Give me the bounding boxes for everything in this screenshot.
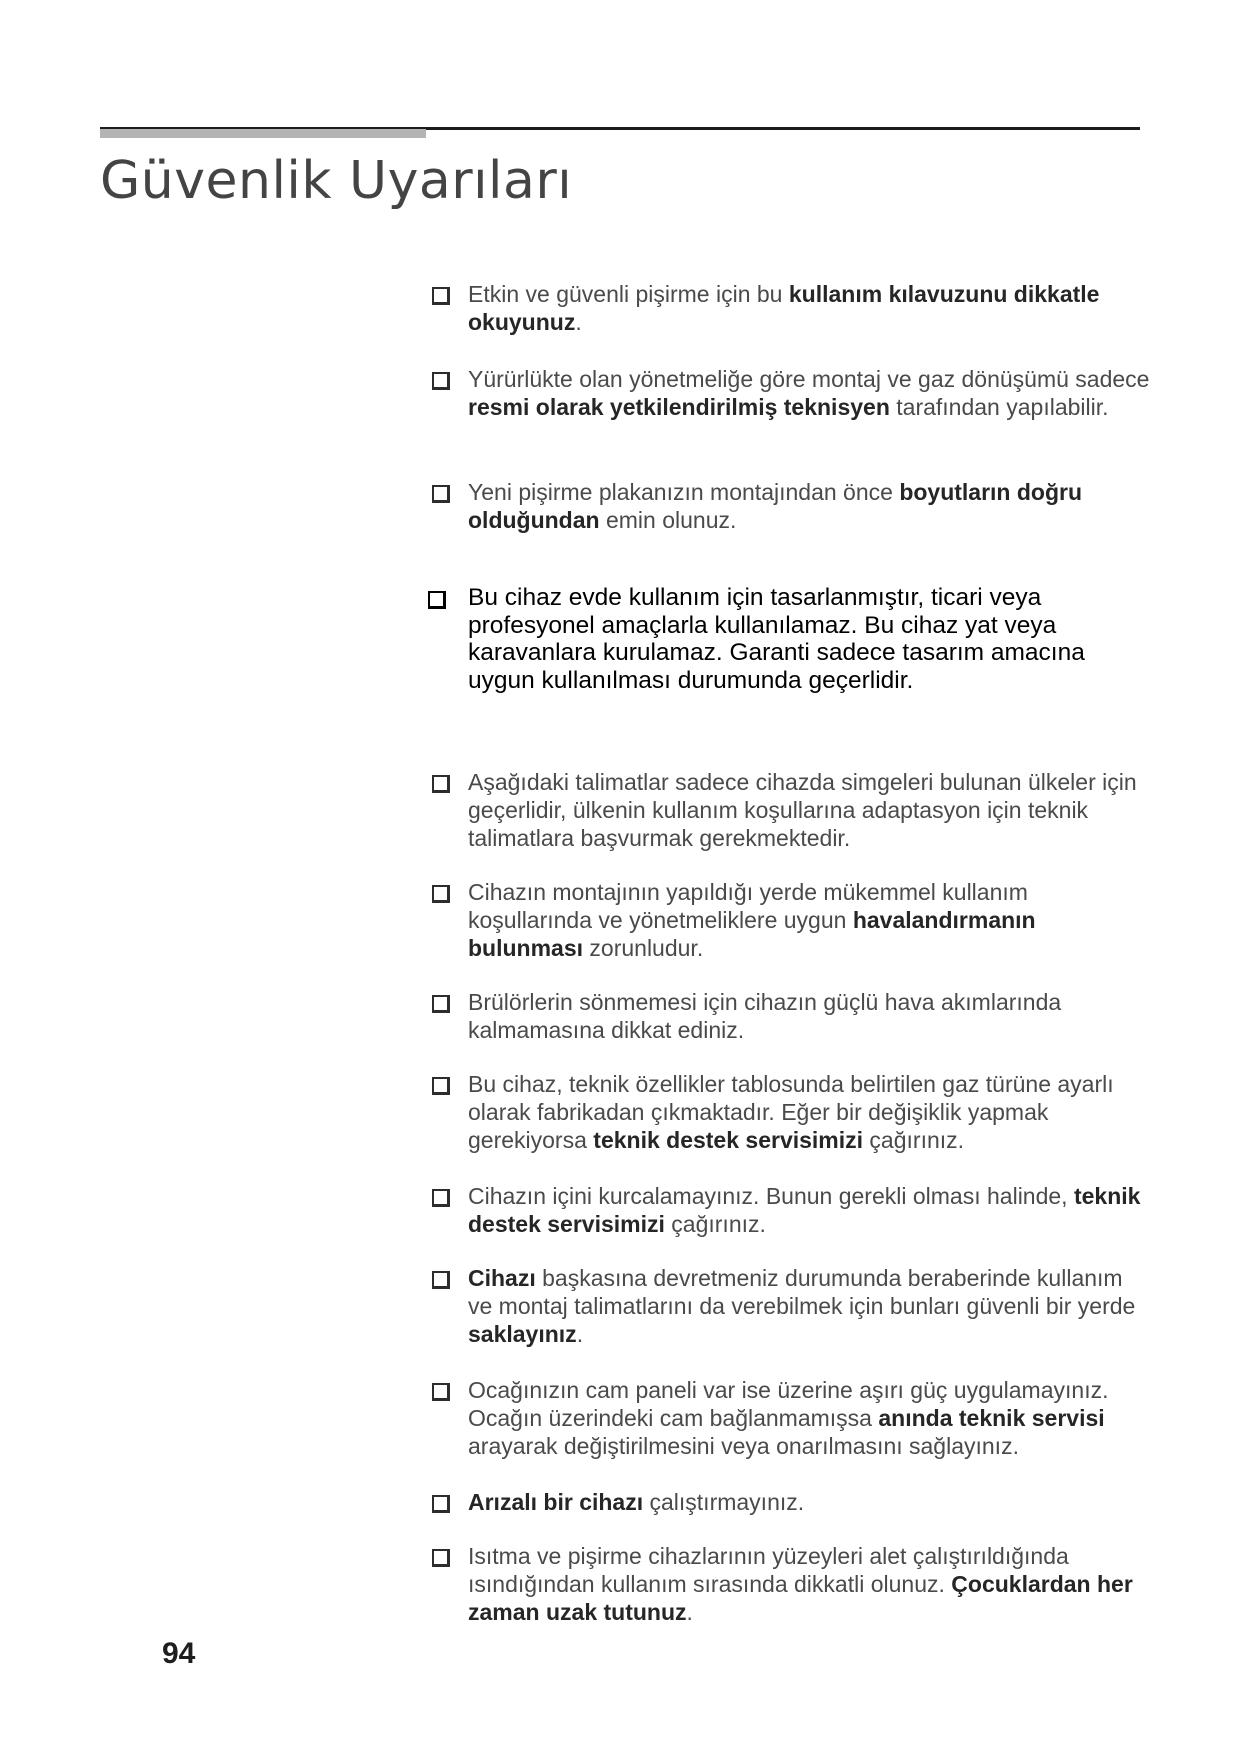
- list-item-text: [468, 1377, 1108, 1459]
- list-item: [430, 280, 1150, 336]
- emphasis-text: Cihazı: [468, 1265, 536, 1291]
- body-text: Isıtma ve pişirme cihazlarının yüzeyleri alet çalıştırıldığında ısındığından kullanım sırasında dikkatli olunuz.: [468, 1543, 1069, 1597]
- list-item: [430, 1376, 1150, 1460]
- list-item-text: [468, 281, 1099, 335]
- list-item: [430, 768, 1150, 852]
- list-item-text: [468, 879, 1036, 961]
- body-text: Ocağınızın cam paneli var ise üzerine aşırı güç uygulamayınız. Ocağın üzerindeki cam bağlanmamışsa: [468, 1377, 1109, 1431]
- body-text: Bu cihaz, teknik özellikler tablosunda belirtilen gaz türüne ayarlı olarak fabrikadan çıkmaktadır. Eğer bir değişiklik yapmak gerekiyorsa: [468, 1071, 1114, 1153]
- body-text: Bu cihaz evde kullanım için tasarlanmıştır, ticari veya profesyonel amaçlarla kullanılamaz. Bu cihaz yat veya karavanlara kurulamaz. Garanti sadece tasarım amacına uygun kullanılması durumunda geçerlidir.: [468, 584, 1085, 694]
- list-item: [430, 1542, 1150, 1626]
- body-text: çağırınız.: [863, 1127, 965, 1153]
- checkbox-icon: [428, 591, 446, 609]
- body-text: .: [575, 309, 582, 335]
- checkbox-icon: [432, 995, 450, 1013]
- list-item: [430, 478, 1150, 534]
- checkbox-icon: [432, 1271, 450, 1289]
- checkbox-icon: [432, 1077, 450, 1095]
- list-item-text: [468, 769, 1137, 851]
- page-title: Güvenlik Uyarıları: [100, 151, 573, 211]
- header-rule-accent: [100, 129, 426, 138]
- body-text: emin olunuz.: [599, 507, 737, 533]
- page-number: 94: [162, 1637, 196, 1670]
- checkbox-icon: [432, 287, 450, 305]
- emphasis-text: Arızalı bir cihazı: [468, 1489, 644, 1515]
- list-item: [430, 1264, 1150, 1348]
- body-text: zorunludur.: [583, 935, 704, 961]
- checkbox-icon: [432, 485, 450, 503]
- emphasis-text: teknik destek servisimizi: [468, 1183, 1141, 1237]
- emphasis-text: teknik destek servisimizi: [593, 1127, 864, 1153]
- list-item: [430, 878, 1150, 962]
- checkbox-icon: [432, 775, 450, 793]
- list-item-text: [468, 1071, 1114, 1153]
- checkbox-icon: [432, 1549, 450, 1567]
- list-item-text: [468, 479, 1082, 533]
- emphasis-text: saklayınız: [468, 1321, 577, 1347]
- body-text: Yeni pişirme plakanızın montajından önce: [468, 479, 900, 505]
- checkbox-icon: [432, 372, 450, 390]
- list-item-text: [468, 989, 1061, 1043]
- body-text: Yürürlükte olan yönetmeliğe göre montaj ve gaz dönüşümü sadece: [468, 366, 1150, 392]
- body-text: Cihazın içini kurcalamayınız. Bunun gerekli olması halinde,: [468, 1183, 1074, 1209]
- list-item: [430, 1182, 1150, 1238]
- list-item: [430, 1070, 1150, 1154]
- list-item-text: [468, 1183, 1140, 1237]
- emphasis-text: kullanım kılavuzunu dikkatle okuyunuz: [468, 281, 1100, 335]
- checkbox-icon: [432, 1495, 450, 1513]
- emphasis-text: boyutların doğru olduğundan: [468, 479, 1083, 533]
- body-text: çağırınız.: [664, 1211, 766, 1237]
- list-item-text: [468, 1489, 804, 1515]
- body-text: Cihazın montajının yapıldığı yerde mükemmel kullanım koşullarında ve yönetmeliklere uygun: [468, 879, 1028, 933]
- list-item: [430, 1488, 1150, 1516]
- list-item: [430, 584, 1150, 694]
- body-text: arayarak değiştirilmesini veya onarılmasını sağlayınız.: [468, 1433, 1019, 1459]
- emphasis-text: resmi olarak yetkilendirilmiş teknisyen: [468, 394, 890, 420]
- body-text: tarafından yapılabilir.: [889, 394, 1109, 420]
- list-item: [430, 365, 1150, 421]
- list-item-text: [468, 1265, 1135, 1347]
- body-text: çalıştırmayınız.: [643, 1489, 805, 1515]
- list-item-text: [468, 366, 1149, 420]
- emphasis-text: Çocuklardan her zaman uzak tutunuz: [468, 1571, 1133, 1625]
- emphasis-text: anında teknik servisi: [878, 1405, 1105, 1431]
- body-text: Etkin ve güvenli pişirme için bu: [468, 281, 789, 307]
- list-item: [430, 988, 1150, 1044]
- checkbox-icon: [432, 1383, 450, 1401]
- body-text: başkasına devretmeniz durumunda beraberinde kullanım ve montaj talimatlarını da verebilmek için bunları güvenli bir yerde: [468, 1265, 1136, 1319]
- list-item-text: [468, 1543, 1133, 1625]
- body-text: .: [576, 1321, 584, 1347]
- body-text: Brülörlerin sönmemesi için cihazın güçlü hava akımlarında kalmamasına dikkat ediniz.: [468, 989, 1062, 1043]
- checkbox-icon: [432, 1189, 450, 1207]
- body-text: .: [686, 1599, 693, 1625]
- emphasis-text: havalandırmanın bulunması: [468, 907, 1036, 961]
- list-item-text: [468, 584, 1085, 694]
- body-text: Aşağıdaki talimatlar sadece cihazda simgeleri bulunan ülkeler için geçerlidir, ülkenin kullanım koşullarına adaptasyon için teknik talimatlara başvurmak gerekmektedir.: [468, 769, 1137, 851]
- checkbox-icon: [432, 885, 450, 903]
